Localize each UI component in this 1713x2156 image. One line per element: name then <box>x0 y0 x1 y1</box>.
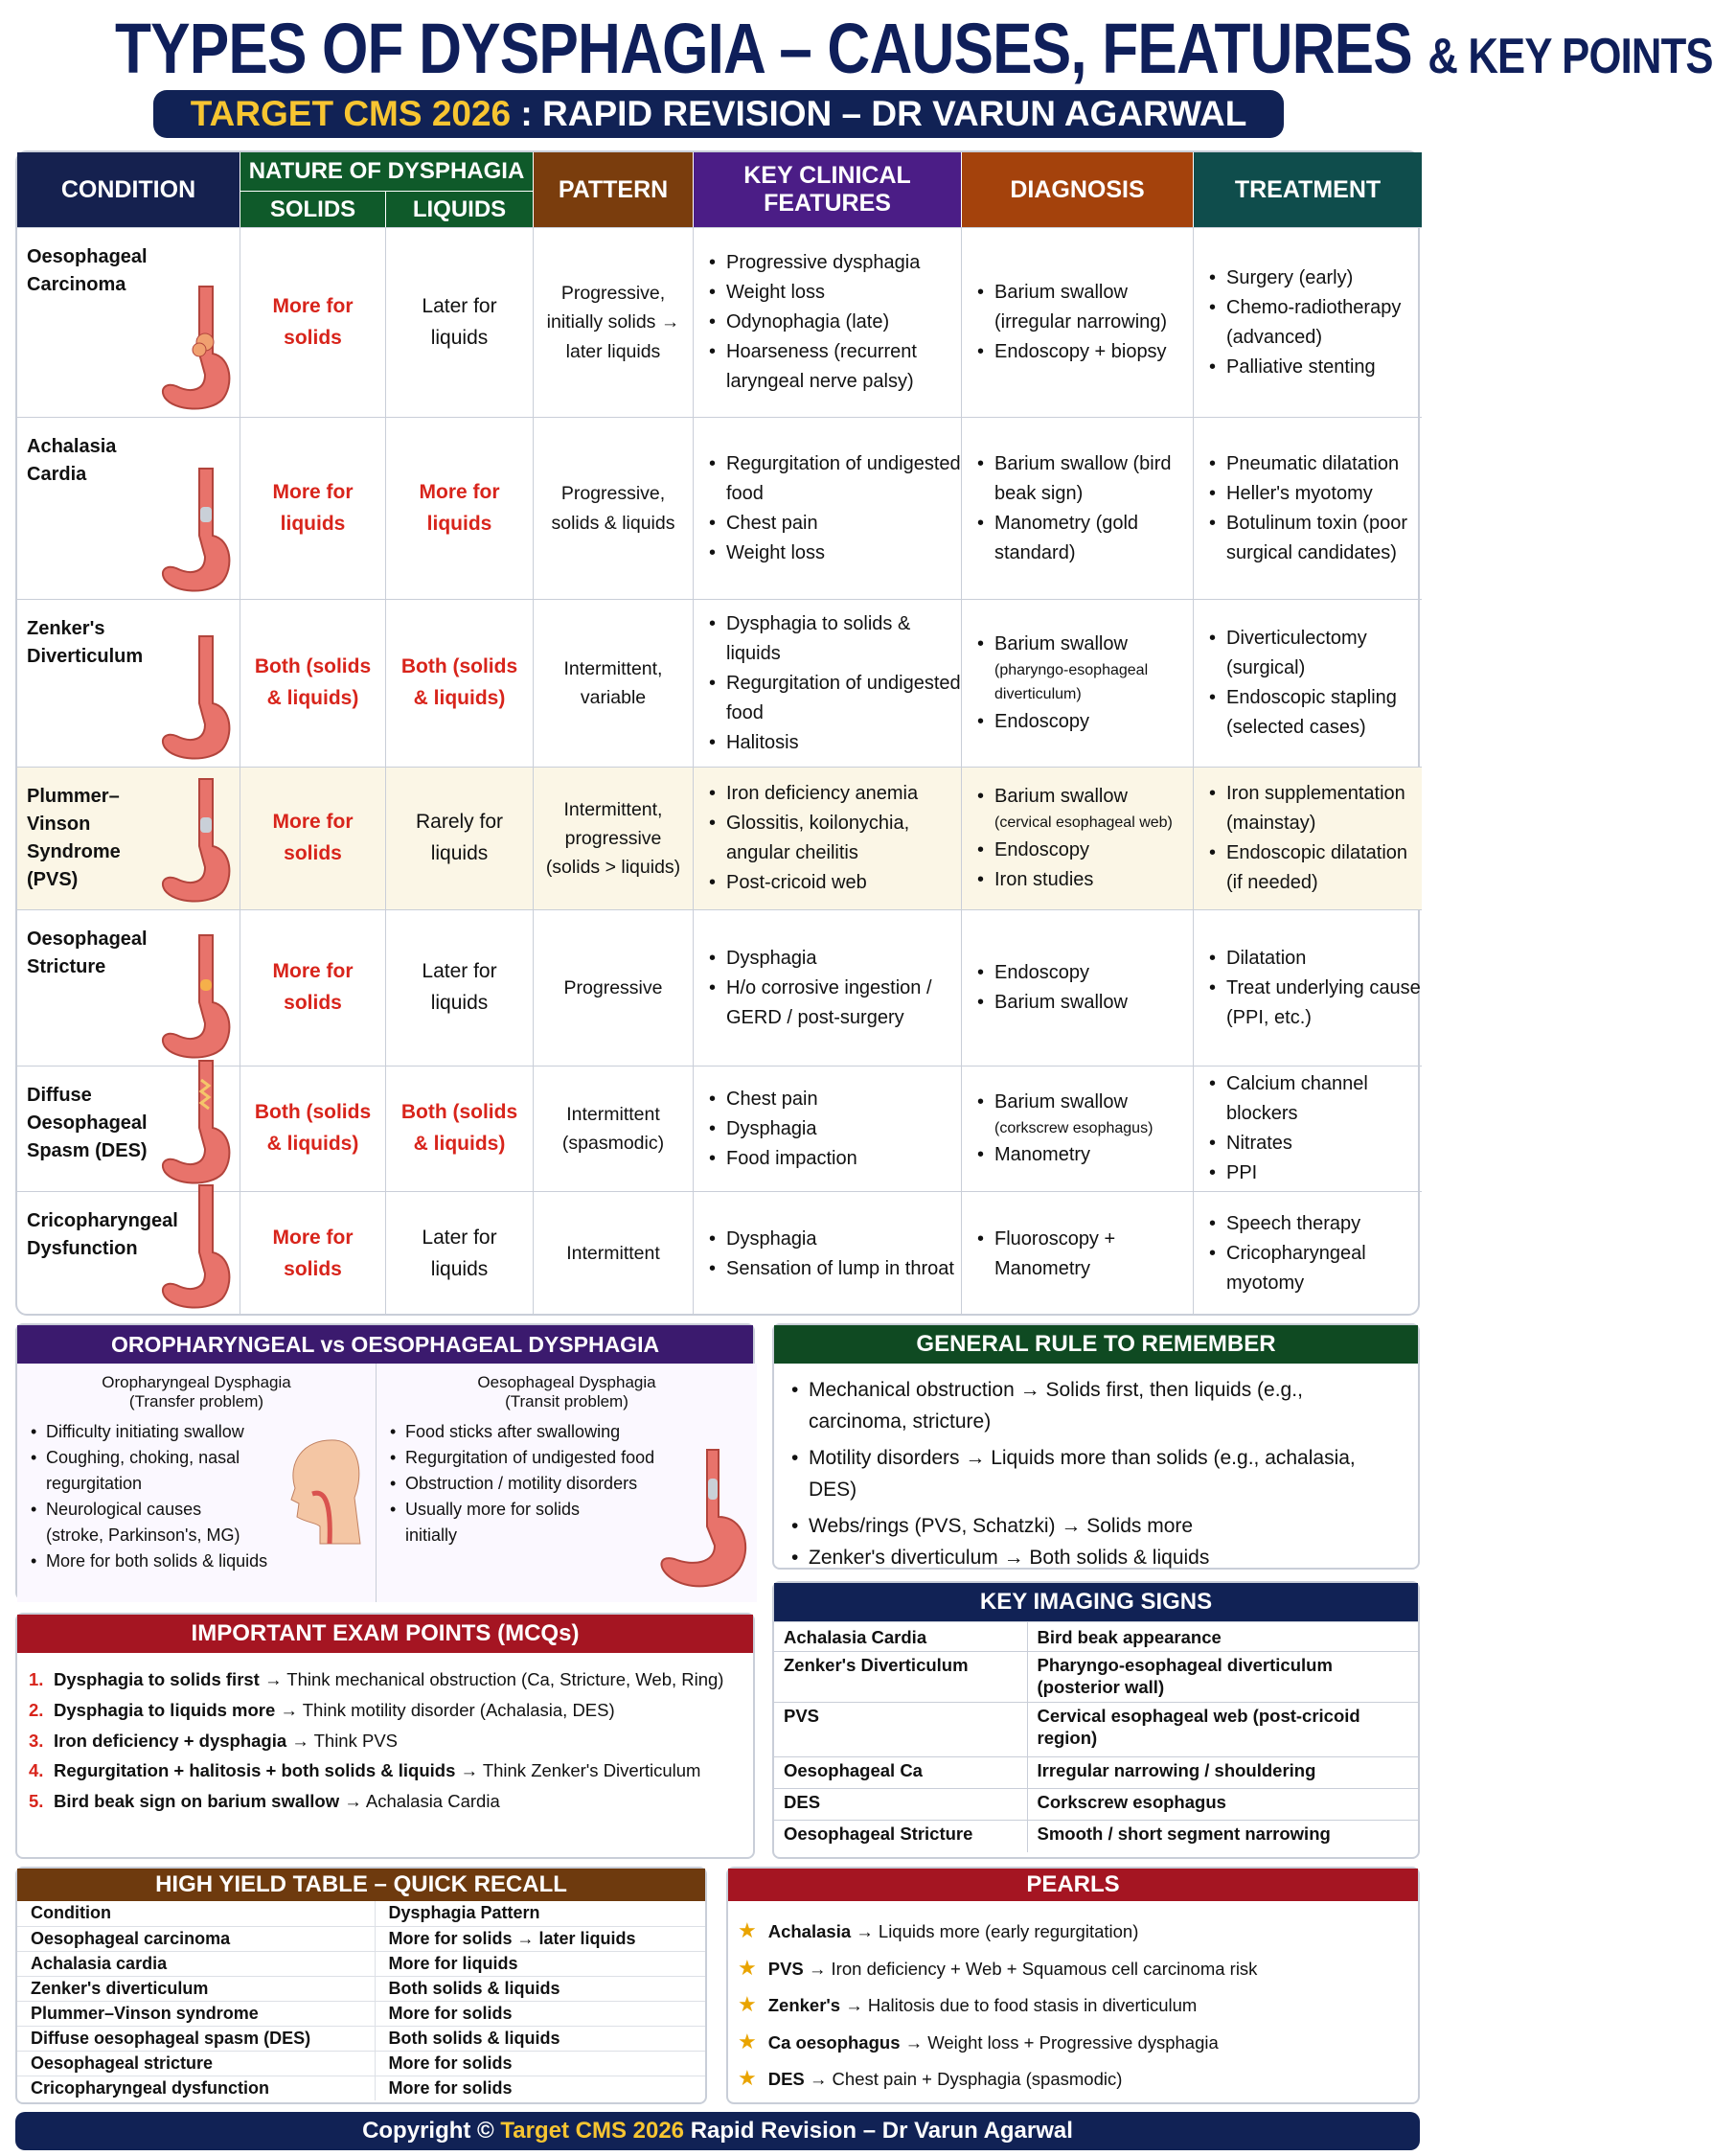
diagnosis-cell <box>962 228 1194 417</box>
features-cell <box>694 1067 962 1191</box>
list-item: • Heller's myotomy <box>1207 479 1422 509</box>
list-item: • Nitrates <box>1207 1129 1422 1158</box>
condition-cell <box>17 910 240 1066</box>
table-row: Oesophageal carcinoma More for solids → later liquids <box>17 1926 705 1951</box>
oro-panel <box>17 1364 377 1602</box>
condition-name: Oesophageal Carcinoma <box>27 246 148 295</box>
pattern-cell: Intermittent (spasmodic) <box>534 1067 694 1191</box>
oeso-sub: (Transit problem) <box>505 1392 628 1411</box>
solids-cell: More for solids <box>240 1192 386 1316</box>
subtitle-banner: TARGET CMS 2026 : RAPID REVISION – DR VARUN AGARWAL <box>153 90 1284 138</box>
list-item: • Regurgitation of undigested food <box>707 449 961 509</box>
star-icon: ★ <box>738 2029 757 2053</box>
list-item: • Pneumatic dilatation <box>1207 449 1422 479</box>
table-row: Achalasia Cardia Bird beak appearance <box>774 1622 1418 1652</box>
list-item: • Progressive dysphagia <box>707 248 961 278</box>
table-row: Oesophageal stricture More for solids <box>17 2051 705 2076</box>
solids-cell: More for solids <box>240 228 386 417</box>
list-item: 2. Dysphagia to liquids more → Think motility disorder (Achalasia, DES) <box>29 1699 615 1720</box>
table-row: Plummer–Vinson syndrome More for solids <box>17 2001 705 2026</box>
condition-name: Zenker's Diverticulum <box>27 618 144 667</box>
list-item: (corkscrew esophagus) <box>994 1119 1153 1136</box>
header-liquids: LIQUIDS <box>386 191 534 227</box>
list-item: ★ DES → Chest pain + Dysphagia (spasmodic) <box>738 2066 1123 2090</box>
page-title: TYPES OF DYSPHAGIA – CAUSES, FEATURES & KEY POINTS <box>115 9 1713 88</box>
list-item: • Sensation of lump in throat <box>707 1254 954 1284</box>
list-item: • Speech therapy <box>1207 1209 1422 1239</box>
list-item: • More for both solids & liquids <box>29 1548 316 1574</box>
treatment-cell <box>1194 768 1422 909</box>
list-item: • Obstruction / motility disorders <box>388 1471 675 1497</box>
list-item: • Iron studies <box>975 865 1173 895</box>
table-row-pvs <box>17 767 1422 909</box>
star-icon: ★ <box>738 1992 757 2016</box>
diagnosis-cell <box>962 910 1194 1066</box>
list-item: • Motility disorders → Liquids more than solids (e.g., achalasia, DES) <box>786 1443 1399 1505</box>
list-item: ★ Achalasia → Liquids more (early regurgitation) <box>738 1918 1139 1942</box>
treatment-cell <box>1194 600 1422 767</box>
diagnosis-cell <box>962 1192 1194 1316</box>
treatment-cell <box>1194 1067 1422 1191</box>
footer: Copyright © Target CMS 2026 Rapid Revision – Dr Varun Agarwal <box>15 2112 1420 2150</box>
condition-name: Plummer–Vinson Syndrome (PVS) <box>27 786 121 890</box>
list-item: • Food sticks after swallowing <box>388 1419 675 1445</box>
list-item: • Endoscopic stapling (selected cases) <box>1207 683 1422 743</box>
oro-sub: (Transfer problem) <box>128 1392 264 1411</box>
treatment-cell <box>1194 228 1422 417</box>
list-item: • Odynophagia (late) <box>707 308 961 337</box>
list-item: • Endoscopy + biopsy <box>975 337 1193 367</box>
list-item: (cervical esophageal web) <box>994 814 1173 832</box>
liquids-cell: Later for liquids <box>386 1192 534 1316</box>
list-item: • Food impaction <box>707 1144 857 1174</box>
oeso-panel <box>377 1364 757 1602</box>
list-item: • Regurgitation of undigested food <box>388 1445 675 1471</box>
list-item: • Weight loss <box>707 278 961 308</box>
diagnosis-cell <box>962 1067 1194 1191</box>
list-item: • Barium swallow <box>975 630 1193 659</box>
list-item: (pharyngo-esophageal diverticulum) <box>994 662 1149 702</box>
list-item: • Weight loss <box>707 539 961 568</box>
list-item: • Iron deficiency anemia <box>707 779 961 809</box>
pearls-list <box>728 1901 1418 2098</box>
list-item: • Manometry (gold standard) <box>975 509 1193 568</box>
list-item: • Chest pain <box>707 509 961 539</box>
general-rule-box <box>772 1323 1420 1570</box>
list-item: • Endoscopy <box>975 707 1193 737</box>
features-cell <box>694 228 962 417</box>
liquids-cell: More for liquids <box>386 418 534 599</box>
diagnosis-cell <box>962 600 1194 767</box>
general-rule-header: GENERAL RULE TO REMEMBER <box>774 1325 1418 1364</box>
list-item: • Mechanical obstruction → Solids first, then liquids (e.g., carcinoma, stricture) <box>786 1375 1399 1437</box>
table-row: DES Corkscrew esophagus <box>774 1789 1418 1821</box>
oesophagus-illustration-icon <box>157 1061 234 1185</box>
list-item: • Coughing, choking, nasal regurgitation <box>29 1445 249 1497</box>
features-cell <box>694 418 962 599</box>
table-row-cricopharyngeal <box>17 1191 1422 1316</box>
list-item: • Dilatation <box>1207 944 1422 974</box>
list-item: • PPI <box>1207 1158 1422 1188</box>
list-item: • Iron supplementation (mainstay) <box>1207 779 1422 838</box>
pattern-cell: Progressive, initially solids → later liquids <box>534 228 694 417</box>
condition-cell <box>17 600 240 767</box>
list-item: 4. Regurgitation + halitosis + both solids & liquids → Think Zenker's Diverticulum <box>29 1760 701 1781</box>
list-item: • Cricopharyngeal myotomy <box>1207 1239 1422 1298</box>
list-item: • Post-cricoid web <box>707 868 961 898</box>
pattern-cell: Progressive, solids & liquids <box>534 418 694 599</box>
list-item: • Treat underlying cause (PPI, etc.) <box>1207 974 1422 1033</box>
exam-points-list <box>17 1653 753 1817</box>
dysphagia-table <box>15 150 1420 1316</box>
list-item: • Fluoroscopy + Manometry <box>975 1225 1193 1284</box>
pattern-cell: Intermittent, variable <box>534 600 694 767</box>
table-row: PVS Cervical esophageal web (post-cricoid region) <box>774 1703 1418 1757</box>
liquids-cell: Rarely for liquids <box>386 768 534 909</box>
list-item: • Surgery (early) <box>1207 264 1422 293</box>
high-yield-box <box>15 1867 707 2104</box>
features-cell <box>694 600 962 767</box>
features-cell <box>694 910 962 1066</box>
table-row-des <box>17 1066 1422 1191</box>
list-item: • H/o corrosive ingestion / GERD / post-surgery <box>707 974 961 1033</box>
list-item: • Barium swallow <box>975 1088 1153 1117</box>
table-row: Oesophageal Stricture Smooth / short segment narrowing <box>774 1821 1418 1852</box>
pearls-box <box>726 1867 1420 2104</box>
high-yield-table <box>17 1901 705 2100</box>
header-condition: CONDITION <box>17 152 240 227</box>
header-treatment: TREATMENT <box>1194 152 1422 227</box>
table-row: Zenker's Diverticulum Pharyngo-esophageal diverticulum (posterior wall) <box>774 1652 1418 1703</box>
oesophagus-illustration-icon <box>157 1185 234 1310</box>
exam-points-box <box>15 1613 755 1859</box>
condition-cell <box>17 1067 240 1191</box>
table-row: Condition Dysphagia Pattern <box>17 1901 705 1926</box>
head-profile-icon <box>278 1431 364 1546</box>
table-row: Diffuse oesophageal spasm (DES) Both solids & liquids <box>17 2026 705 2051</box>
condition-cell <box>17 418 240 599</box>
list-item: • Dysphagia <box>707 1114 857 1144</box>
condition-name: Diffuse Oesophageal Spasm (DES) <box>27 1085 148 1161</box>
list-item: • Barium swallow <box>975 782 1173 812</box>
oeso-title: Oesophageal Dysphagia <box>477 1373 656 1391</box>
condition-cell <box>17 228 240 417</box>
table-row-zenker <box>17 599 1422 767</box>
liquids-cell: Later for liquids <box>386 228 534 417</box>
list-item: 5. Bird beak sign on barium swallow → Achalasia Cardia <box>29 1791 500 1812</box>
imaging-header: KEY IMAGING SIGNS <box>774 1583 1418 1621</box>
pattern-cell: Intermittent, progressive (solids > liquids) <box>534 768 694 909</box>
list-item: • Dysphagia to solids & liquids <box>707 609 961 669</box>
solids-cell: More for solids <box>240 910 386 1066</box>
treatment-cell <box>1194 418 1422 599</box>
exam-points-header: IMPORTANT EXAM POINTS (MCQs) <box>17 1615 753 1653</box>
list-item: • Chemo-radiotherapy (advanced) <box>1207 293 1422 353</box>
solids-cell: More for liquids <box>240 418 386 599</box>
condition-name: Oesophageal Stricture <box>27 929 148 977</box>
table-row: Zenker's diverticulum Both solids & liquids <box>17 1976 705 2001</box>
diagnosis-cell <box>962 768 1194 909</box>
list-item: ★ PVS → Iron deficiency + Web + Squamous cell carcinoma risk <box>738 1955 1258 1980</box>
solids-cell: More for solids <box>240 768 386 909</box>
list-item: 1. Dysphagia to solids first → Think mechanical obstruction (Ca, Stricture, Web, Ring) <box>29 1669 724 1689</box>
liquids-cell: Both (solids & liquids) <box>386 600 534 767</box>
oro-vs-oeso-header: OROPHARYNGEAL vs OESOPHAGEAL DYSPHAGIA <box>17 1325 753 1364</box>
pattern-cell: Intermittent <box>534 1192 694 1316</box>
table-row: Cricopharyngeal dysfunction More for solids <box>17 2076 705 2100</box>
imaging-box <box>772 1581 1420 1859</box>
high-yield-header: HIGH YIELD TABLE – QUICK RECALL <box>17 1869 705 1901</box>
list-item: • Dysphagia <box>707 944 961 974</box>
list-item: • Regurgitation of undigested food <box>707 669 961 728</box>
list-item: • Barium swallow <box>975 988 1128 1018</box>
list-item: • Endoscopic dilatation (if needed) <box>1207 838 1422 898</box>
header-features: KEY CLINICAL FEATURES <box>694 152 962 227</box>
pearls-header: PEARLS <box>728 1869 1418 1901</box>
oro-vs-oeso-box <box>15 1323 755 1600</box>
list-item: 3. Iron deficiency + dysphagia → Think PVS <box>29 1730 398 1751</box>
oesophagus-illustration-icon <box>157 636 234 761</box>
table-row: Achalasia cardia More for liquids <box>17 1951 705 1976</box>
treatment-cell <box>1194 1192 1422 1316</box>
list-item: • Botulinum toxin (poor surgical candidates) <box>1207 509 1422 568</box>
table-row: Oesophageal Ca Irregular narrowing / shouldering <box>774 1757 1418 1789</box>
header-diagnosis: DIAGNOSIS <box>962 152 1194 227</box>
star-icon: ★ <box>738 2066 757 2090</box>
list-item: • Usually more for solids initially <box>388 1497 608 1548</box>
condition-name: Achalasia Cardia <box>27 436 117 485</box>
oesophagus-illustration-icon <box>157 287 234 411</box>
header-pattern: PATTERN <box>534 152 694 227</box>
list-item: • Glossitis, koilonychia, angular cheilitis <box>707 809 961 868</box>
list-item: • Neurological causes (stroke, Parkinson's, MG) <box>29 1497 249 1548</box>
oesophagus-illustration-icon <box>157 935 234 1060</box>
list-item: • Chest pain <box>707 1085 857 1114</box>
pattern-cell: Progressive <box>534 910 694 1066</box>
list-item: • Webs/rings (PVS, Schatzki) → Solids more <box>786 1511 1399 1543</box>
list-item: • Palliative stenting <box>1207 353 1422 382</box>
header-nature: NATURE OF DYSPHAGIA <box>240 152 534 191</box>
list-item: • Hoarseness (recurrent laryngeal nerve palsy) <box>707 337 961 397</box>
table-row-achalasia <box>17 417 1422 599</box>
diagnosis-cell <box>962 418 1194 599</box>
features-cell <box>694 768 962 909</box>
list-item: • Zenker's diverticulum → Both solids & liquids <box>786 1543 1399 1574</box>
list-item: • Diverticulectomy (surgical) <box>1207 624 1422 683</box>
liquids-cell: Later for liquids <box>386 910 534 1066</box>
list-item: • Calcium channel blockers <box>1207 1069 1422 1129</box>
header-solids: SOLIDS <box>240 191 386 227</box>
list-item: • Barium swallow (irregular narrowing) <box>975 278 1193 337</box>
star-icon: ★ <box>738 1955 757 1980</box>
oro-title: Oropharyngeal Dysphagia <box>102 1373 291 1391</box>
condition-name: Cricopharyngeal Dysfunction <box>27 1210 178 1259</box>
oesophagus-illustration-icon <box>157 469 234 593</box>
condition-cell <box>17 768 240 909</box>
list-item: ★ Ca oesophagus → Weight loss + Progressive dysphagia <box>738 2029 1219 2053</box>
list-item: • Endoscopy <box>975 958 1128 988</box>
condition-cell <box>17 1192 240 1316</box>
imaging-table <box>774 1621 1418 1852</box>
stomach-icon <box>648 1450 753 1594</box>
list-item: • Dysphagia <box>707 1225 954 1254</box>
list-item: ★ Zenker's → Halitosis due to food stasis in diverticulum <box>738 1992 1198 2016</box>
features-cell <box>694 1192 962 1316</box>
solids-cell: Both (solids & liquids) <box>240 1067 386 1191</box>
star-icon: ★ <box>738 1918 757 1942</box>
list-item: • Halitosis <box>707 728 961 758</box>
table-row-carcinoma <box>17 227 1422 417</box>
liquids-cell: Both (solids & liquids) <box>386 1067 534 1191</box>
table-row-stricture <box>17 909 1422 1066</box>
list-item: • Endoscopy <box>975 836 1173 865</box>
solids-cell: Both (solids & liquids) <box>240 600 386 767</box>
treatment-cell <box>1194 910 1422 1066</box>
list-item: • Difficulty initiating swallow <box>29 1419 249 1445</box>
list-item: • Barium swallow (bird beak sign) <box>975 449 1193 509</box>
list-item: • Manometry <box>975 1140 1153 1170</box>
oesophagus-illustration-icon <box>157 779 234 904</box>
